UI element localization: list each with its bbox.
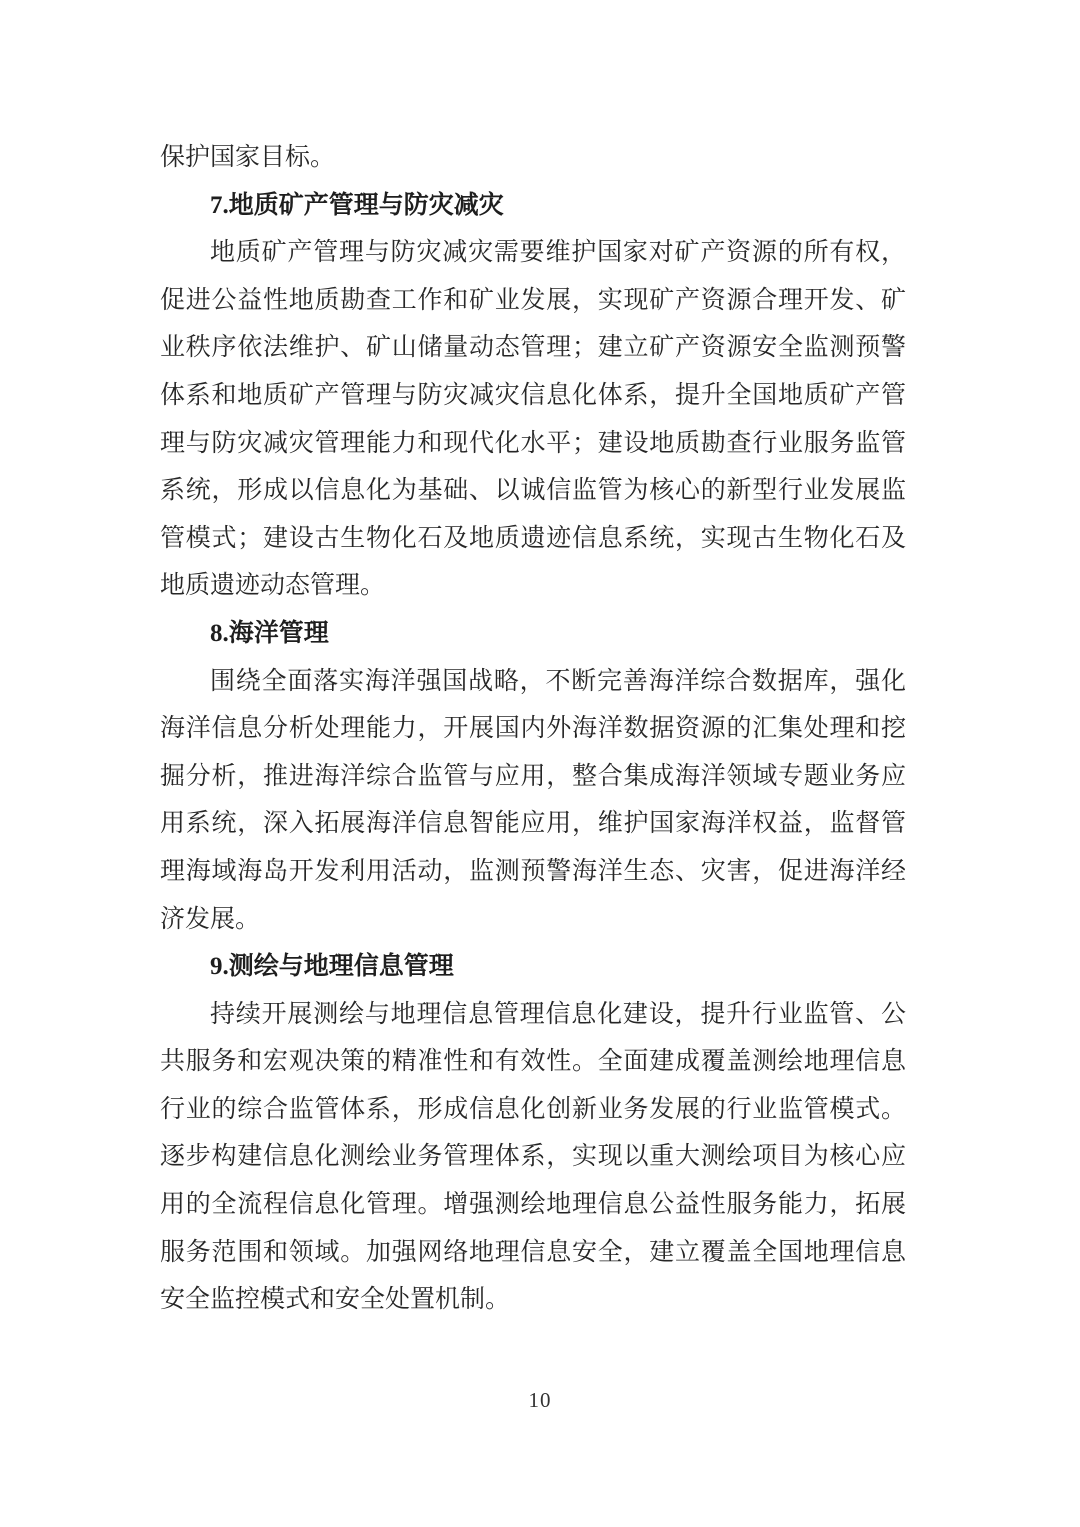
section-9-body: 持续开展测绘与地理信息管理信息化建设，提升行业监管、公共服务和宏观决策的精准性和有效性。全面建成覆盖测绘地理信息行业的综合监管体系，形成信息化创新业务发展的行业监管模式。逐步构建信息化测绘业务管理体系，实现以重大测绘项目为核心应用的全流程信息化管理。增强测绘地理信息公益性服务能力，拓展服务范围和领域。加强网络地理信息安全，建立覆盖全国地理信息安全监控模式和安全处置机制。 — [160, 1000, 906, 1314]
paragraph-continuation: 保护国家目标。 — [160, 144, 336, 171]
section-8-heading: 8.海洋管理 — [210, 619, 329, 647]
page-footer — [0, 1388, 1080, 1413]
section-7-body: 地质矿产管理与防灾减灾需要维护国家对矿产资源的所有权，促进公益性地质勘查工作和矿业发展，实现矿产资源合理开发、矿业秩序依法维护、矿山储量动态管理；建立矿产资源安全监测预警体系和地质矿产管理与防灾减灾信息化体系，提升全国地质矿产管理与防灾减灾管理能力和现代化水平；建设地质勘查行业服务监管系统，形成以信息化为基础、以诚信监管为核心的新型行业发展监管模式；建设古生物化石及地质遗迹信息系统，实现古生物化石及地质遗迹动态管理。 — [160, 239, 906, 600]
page-content — [160, 134, 906, 1324]
section-7-heading: 7.地质矿产管理与防灾减灾 — [210, 191, 504, 219]
page-number: 10 — [528, 1388, 552, 1412]
section-8-body: 围绕全面落实海洋强国战略，不断完善海洋综合数据库，强化海洋信息分析处理能力，开展国内外海洋数据资源的汇集处理和挖掘分析，推进海洋综合监管与应用，整合集成海洋领域专题业务应用系统，深入拓展海洋信息智能应用，维护国家海洋权益，监督管理海域海岛开发利用活动，监测预警海洋生态、灾害，促进海洋经济发展。 — [160, 667, 906, 933]
section-9-heading: 9.测绘与地理信息管理 — [210, 953, 454, 981]
